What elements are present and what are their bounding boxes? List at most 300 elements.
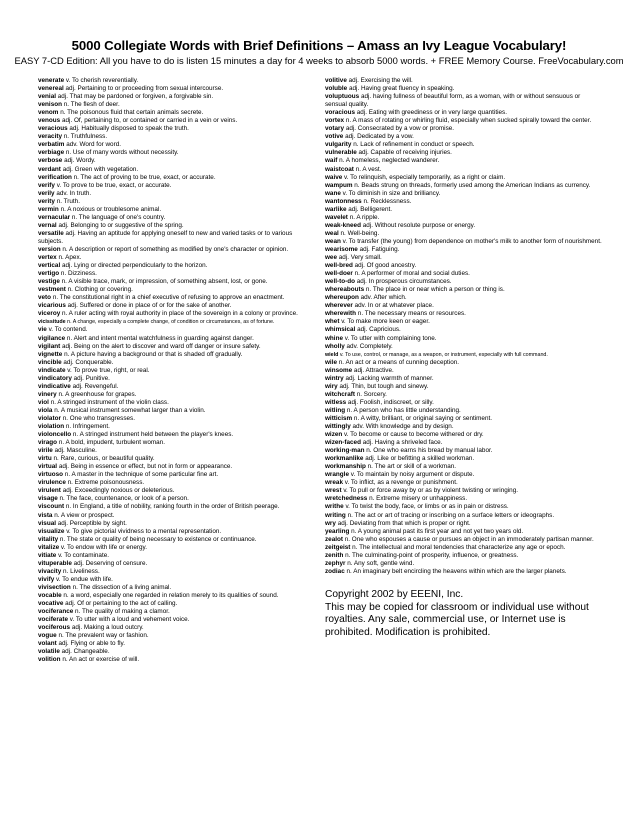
entry-definition: n. Extreme poisonousness.: [67, 479, 145, 487]
entry-definition: adj. Of or pertaining to the act of calling.: [65, 600, 178, 608]
entry-definition: adj. Like or befitting a skilled workman.: [365, 455, 475, 463]
entry-definition: adj. Fatiguing.: [359, 245, 400, 253]
entry-word: vocative: [38, 600, 64, 608]
entry-word: writhe: [325, 503, 344, 511]
entry-definition: n. a word, especially one regarded in relation merely to its qualities of sound.: [63, 592, 279, 599]
entry-word: verbatim: [38, 141, 65, 149]
entry-word: waistcoat: [325, 165, 354, 173]
entry-word: vernacular: [38, 213, 71, 221]
entry-definition: v. To relinquish, especially temporarily, as a right or claim.: [344, 173, 506, 181]
definition-entry: [325, 302, 603, 310]
definition-entry: [38, 286, 314, 294]
definition-entry: [325, 407, 603, 415]
definition-entry: [38, 222, 314, 230]
entry-definition: n. Truth.: [56, 197, 80, 205]
definition-entry: [38, 367, 314, 375]
entry-definition: adv. With knowledge and by design.: [352, 423, 454, 431]
entry-definition: n. A witty, brilliant, or original saying or sentiment.: [353, 414, 493, 422]
entry-definition: n. The intellectual and moral tendencies that characterize any age or epoch.: [352, 543, 566, 551]
definition-entry: [325, 512, 603, 520]
entry-word: votary: [325, 125, 345, 133]
entry-word: viola: [38, 406, 53, 414]
entry-definition: adj. Having great fluency in speaking.: [348, 85, 455, 93]
definition-entry: [38, 455, 314, 463]
definition-entry: [38, 495, 314, 503]
entry-word: voracious: [325, 109, 355, 117]
definition-entry: [325, 77, 603, 85]
entry-definition: n. An act or a means of cunning deception.: [338, 358, 460, 366]
entry-definition: adj. Punitive.: [73, 374, 110, 382]
entry-word: viscount: [38, 503, 65, 511]
entry-word: wean: [325, 237, 341, 245]
entry-word: virtu: [38, 455, 52, 463]
definition-entry: [38, 560, 314, 568]
entry-definition: v. To twist the body, face, or limbs or as in pain or distress.: [345, 503, 509, 511]
entry-word: vortex: [325, 117, 345, 125]
entry-definition: v. To diminish in size and brilliancy.: [342, 189, 441, 197]
entry-word: venereal: [38, 85, 64, 93]
entry-definition: n. A ruler acting with royal authority in place of the sovereign in a colony or province.: [61, 310, 298, 318]
entry-word: volatile: [38, 648, 60, 656]
entry-definition: adj. Foolish, indiscreet, or silly.: [347, 398, 434, 406]
definition-entry: [325, 359, 603, 367]
definition-entry: [325, 318, 603, 326]
entry-definition: adj. having fullness of beautiful form, as a woman, with or without sensuous or sensual quality.: [325, 93, 581, 109]
entry-definition: v. To become or cause to become withered or dry.: [344, 431, 484, 439]
entry-definition: n. A homeless, neglected wanderer.: [339, 157, 440, 165]
definition-entry: [38, 262, 314, 270]
entry-word: vestment: [38, 286, 66, 294]
definition-entry: [38, 640, 314, 648]
usage-terms: This may be copied for classroom or individual use without royalties. Any sale, commercial use, or Internet use is prohibited. Modification is prohibited.: [325, 601, 589, 638]
entry-word: versatile: [38, 229, 64, 237]
entry-definition: adj. Revengeful.: [72, 382, 119, 390]
entry-word: voluptuous: [325, 93, 360, 101]
definition-entry: [38, 479, 314, 487]
entry-word: vigilance: [38, 334, 66, 342]
entry-definition: n. A bold, impudent, turbulent woman.: [58, 439, 165, 447]
entry-word: whimsical: [325, 326, 356, 334]
definition-entry: [38, 254, 314, 262]
definition-entry: [38, 447, 314, 455]
entry-word: vicarious: [38, 302, 66, 310]
definition-entry: [38, 93, 314, 101]
definition-entry: [38, 182, 314, 190]
entry-word: zephyr: [325, 559, 346, 567]
entry-definition: n. Dizziness.: [60, 270, 97, 278]
entry-definition: adj. Habitually disposed to speak the truth.: [69, 125, 189, 133]
entry-word: wearisome: [325, 245, 358, 253]
entry-definition: adj. Belligerent.: [348, 205, 393, 213]
entry-word: wrest: [325, 487, 342, 495]
entry-definition: n. A mass of rotating or whirling fluid, especially when sucked spirally toward the center.: [345, 117, 592, 125]
entry-definition: n. A description or report of something as modified by one's character or opinion.: [62, 245, 289, 253]
entry-definition: adj. Green with vegetation.: [62, 165, 139, 173]
entry-definition: adj. Exceedingly noxious or deleterious.: [62, 487, 175, 495]
entry-definition: adj. Dedicated by a vow.: [345, 133, 414, 141]
entry-definition: n. The state or quality of being necessary to existence or continuance.: [59, 535, 257, 543]
definition-entry: [38, 246, 314, 254]
entry-word: vitality: [38, 535, 59, 543]
entry-definition: n. The dissection of a living animal.: [72, 583, 172, 591]
entry-word: visualize: [38, 527, 65, 535]
entry-definition: n. A vest.: [355, 165, 382, 173]
definition-entry: [38, 439, 314, 447]
entry-word: zealot: [325, 535, 343, 543]
entry-word: verily: [38, 189, 55, 197]
definition-entry: [38, 335, 314, 343]
entry-word: warlike: [325, 205, 347, 213]
definition-entry: [38, 318, 314, 326]
entry-word: vivacity: [38, 567, 62, 575]
entry-word: vitiate: [38, 551, 57, 559]
copyright-notice: [325, 589, 603, 639]
entry-word: waif: [325, 157, 338, 165]
entry-word: waive: [325, 173, 343, 181]
definition-entry: [325, 270, 603, 278]
entry-definition: adj. Attractive.: [353, 366, 394, 374]
entry-word: vista: [38, 511, 53, 519]
entry-definition: n. Any soft, gentle wind.: [347, 559, 415, 567]
entry-word: whereupon: [325, 294, 359, 302]
entry-word: whereabouts: [325, 286, 365, 294]
entry-word: violation: [38, 423, 65, 431]
definition-entry: [38, 592, 314, 600]
entry-definition: adj. Thin, but tough and sinewy.: [339, 382, 429, 390]
definition-entry: [38, 520, 314, 528]
definition-entry: [38, 166, 314, 174]
entry-word: wile: [325, 358, 337, 366]
entry-definition: n. A change, especially a complete change, of condition or circumstances, as of fortune.: [67, 319, 275, 326]
entry-definition: n. The act of proving to be true, exact, or accurate.: [73, 173, 216, 181]
entry-word: venerate: [38, 77, 65, 84]
definition-entry: [38, 528, 314, 536]
definition-entry: [325, 568, 603, 576]
entry-definition: v. To maintain by noisy argument or dispute.: [350, 471, 475, 479]
definition-entry: [38, 270, 314, 278]
definition-entry: [325, 133, 603, 141]
definition-entry: [325, 238, 603, 246]
definition-entry: [325, 503, 603, 511]
entry-word: verification: [38, 173, 72, 181]
entry-word: vignette: [38, 350, 63, 358]
entry-definition: adj. Having a shriveled face.: [362, 439, 443, 447]
entry-definition: n. Apex.: [58, 254, 82, 262]
entry-definition: n. Extreme misery or unhappiness.: [369, 495, 468, 503]
entry-definition: adj. Changeable.: [61, 648, 110, 656]
entry-word: weak-kneed: [325, 221, 361, 229]
entry-word: wholly: [325, 342, 345, 350]
entry-definition: n. The act or art of tracing or inscribing on a surface letters or ideographs.: [347, 511, 555, 519]
entry-definition: adj. Being on the alert to discover and ward off danger or insure safety.: [61, 342, 261, 350]
entry-word: wavelet: [325, 213, 348, 221]
entry-word: visage: [38, 495, 58, 503]
entry-word: yearling: [325, 527, 350, 535]
entry-definition: adj. Consecrated by a vow or promise.: [345, 125, 455, 133]
definition-entry: [38, 415, 314, 423]
definition-entry: [325, 528, 603, 536]
definition-entry: [38, 423, 314, 431]
copyright-line: Copyright 2002 by EEENI, Inc.: [325, 588, 464, 600]
entry-definition: n. Sorcery.: [356, 390, 387, 398]
definition-entry: [38, 648, 314, 656]
definition-entry: [325, 198, 603, 206]
entry-word: winsome: [325, 366, 353, 374]
entry-word: wreak: [325, 479, 343, 487]
definition-entry: [325, 399, 603, 407]
entry-definition: adj. Lying or directed perpendicularly to the horizon.: [61, 262, 208, 270]
entry-word: verdant: [38, 165, 61, 173]
entry-word: vitalize: [38, 543, 60, 551]
entry-definition: adj. Suffered or done in place of or for the sake of another.: [67, 302, 232, 310]
entry-definition: n. A greenhouse for grapes.: [58, 390, 137, 398]
definition-entry: [38, 544, 314, 552]
entry-word: wintry: [325, 374, 344, 382]
entry-word: vivify: [38, 575, 55, 583]
entry-definition: v. To use, control, or manage, as a weapon, or instrument, especially with full command.: [339, 351, 548, 358]
entry-word: well-bred: [325, 262, 353, 270]
definition-entry: [325, 343, 603, 351]
definition-entry: [325, 520, 603, 528]
entry-definition: n. One who espouses a cause or pursues an object in an immoderately partisan manner.: [344, 535, 594, 543]
definition-entry: [325, 230, 603, 238]
definition-entry: [38, 399, 314, 407]
entry-word: whine: [325, 334, 343, 342]
definition-entry: [38, 310, 314, 318]
entry-word: zeitgeist: [325, 543, 351, 551]
entry-definition: adj. Wordy.: [64, 157, 96, 165]
definition-entry: [325, 463, 603, 471]
definition-entry: [38, 109, 314, 117]
entry-definition: n. The quality of making a clamor.: [75, 608, 170, 616]
entry-word: vertex: [38, 254, 57, 262]
entry-word: zenith: [325, 551, 344, 559]
entry-definition: v. To endow with life or energy.: [60, 543, 147, 551]
definition-entry: [38, 608, 314, 616]
entry-definition: n. A person who has little understanding.: [346, 406, 461, 414]
entry-word: violator: [38, 414, 61, 422]
entry-definition: v. To contend.: [48, 326, 88, 334]
entry-definition: n. Clothing or covering.: [67, 286, 133, 294]
entry-word: veto: [38, 294, 52, 302]
right-column: [325, 77, 603, 639]
entry-word: well-doer: [325, 270, 353, 278]
entry-definition: adj. Deserving of censure.: [73, 559, 148, 567]
entry-definition: n. An act or exercise of will.: [62, 656, 140, 664]
entry-word: verity: [38, 197, 55, 205]
entry-definition: adj. Conquerable.: [63, 358, 114, 366]
definition-entry: [38, 600, 314, 608]
entry-word: version: [38, 245, 61, 253]
entry-definition: adj. That may be pardoned or forgiven, a forgivable sin.: [57, 93, 214, 101]
entry-word: wane: [325, 189, 341, 197]
definition-entry: [38, 133, 314, 141]
definition-entry: [325, 286, 603, 294]
right-column-entries: [325, 77, 603, 576]
definition-entry: [325, 182, 603, 190]
definition-entry: [325, 278, 603, 286]
entry-definition: n. The culminating-point of prosperity, influence, or greatness.: [345, 551, 519, 559]
entry-definition: adj. In prosperous circumstances.: [356, 278, 452, 286]
entry-definition: n. A stringed instrument of the violin class.: [50, 398, 169, 406]
entry-word: vinery: [38, 390, 57, 398]
entry-definition: v. To prove to be true, exact, or accurate.: [56, 181, 172, 189]
definition-entry: [38, 616, 314, 624]
entry-definition: n. Lack of refinement in conduct or speech.: [353, 141, 475, 149]
definition-entry: [325, 109, 603, 117]
entry-definition: adj. Of, pertaining to, or contained or carried in a vein or veins.: [61, 117, 238, 125]
entry-word: viceroy: [38, 310, 61, 318]
entry-word: wizen-faced: [325, 439, 361, 447]
entry-word: wittingly: [325, 423, 351, 431]
definition-entry: [38, 375, 314, 383]
definition-entry: [38, 141, 314, 149]
entry-word: violoncello: [38, 431, 72, 439]
definition-entry: [325, 294, 603, 302]
entry-word: verbose: [38, 157, 63, 165]
definition-entry: [325, 439, 603, 447]
entry-word: virulent: [38, 487, 61, 495]
entry-definition: n. A visible trace, mark, or impression, of something absent, lost, or gone.: [61, 278, 268, 286]
entry-word: wherever: [325, 302, 353, 310]
definition-entry: [325, 310, 603, 318]
entry-definition: n. The necessary means or resources.: [357, 310, 466, 318]
entry-definition: n. Beads strung on threads, formerly used among the American Indians as currency.: [354, 181, 591, 189]
entry-word: vogue: [38, 632, 57, 640]
entry-word: wherewith: [325, 310, 357, 318]
entry-word: working-man: [325, 447, 365, 455]
entry-word: witling: [325, 406, 346, 414]
definition-entry: [38, 190, 314, 198]
entry-definition: n. The flesh of deer.: [63, 101, 120, 109]
definition-entry: [325, 560, 603, 568]
entry-word: wrangle: [325, 471, 349, 479]
entry-word: wampum: [325, 181, 353, 189]
entry-word: virulence: [38, 479, 66, 487]
definition-entry: [38, 302, 314, 310]
entry-word: venom: [38, 109, 59, 117]
entry-definition: adv. Word for word.: [66, 141, 121, 149]
entry-word: wield: [325, 351, 339, 358]
entry-definition: n. The prevalent way or fashion.: [58, 632, 149, 640]
definition-entry: [38, 407, 314, 415]
entry-definition: n. The art or skill of a workman.: [367, 463, 457, 471]
entry-word: virile: [38, 447, 53, 455]
definition-entry: [325, 471, 603, 479]
entry-definition: n. The poisonous fluid that certain animals secrete.: [60, 109, 204, 117]
definition-entry: [38, 326, 314, 334]
definition-entry: [38, 230, 314, 246]
entry-definition: n. A picture having a background or that is shaded off gradually.: [64, 350, 243, 358]
entry-word: workmanlike: [325, 455, 364, 463]
entry-definition: adv. After which.: [360, 294, 407, 302]
entry-definition: adj. Flying or able to fly.: [58, 640, 125, 648]
entry-word: volant: [38, 640, 57, 648]
entry-word: vernal: [38, 221, 57, 229]
entry-word: vertigo: [38, 270, 60, 278]
definition-entry: [325, 487, 603, 495]
entry-word: wretchedness: [325, 495, 368, 503]
entry-word: votive: [325, 133, 344, 141]
entry-word: venial: [38, 93, 56, 101]
entry-word: vindicatory: [38, 374, 72, 382]
entry-word: witticism: [325, 414, 353, 422]
definition-entry: [38, 383, 314, 391]
entry-definition: adv. Completely.: [346, 342, 393, 350]
entry-definition: n. In England, a title of nobility, ranking fourth in the order of British peerage.: [65, 503, 280, 511]
entry-definition: n. A noxious or troublesome animal.: [60, 205, 162, 213]
definition-entry: [325, 190, 603, 198]
definition-entry: [325, 125, 603, 133]
entry-definition: n. The place in or near which a person or thing is.: [365, 286, 505, 294]
definition-entry: [38, 584, 314, 592]
entry-definition: n. Well-being.: [340, 229, 380, 237]
definition-entry: [325, 222, 603, 230]
entry-word: vindicative: [38, 382, 71, 390]
entry-definition: n. Truthfulness.: [63, 133, 108, 141]
definition-entry: [38, 431, 314, 439]
definition-entry: [325, 246, 603, 254]
definition-entry: [325, 375, 603, 383]
definition-entry: [38, 359, 314, 367]
definition-entry: [38, 512, 314, 520]
entry-word: wantonness: [325, 197, 362, 205]
entry-word: witchcraft: [325, 390, 355, 398]
definition-entry: [38, 174, 314, 182]
entry-definition: n. Infringement.: [65, 423, 110, 431]
definition-entry: [325, 174, 603, 182]
definition-entry: [325, 455, 603, 463]
entry-definition: adj. Belonging to or suggestive of the spring.: [58, 221, 184, 229]
definition-entry: [325, 254, 603, 262]
entry-word: volition: [38, 656, 61, 664]
entry-word: wee: [325, 254, 337, 262]
definition-entry: [38, 206, 314, 214]
entry-definition: adj. Making a loud outcry.: [71, 624, 144, 632]
entry-definition: n. A young animal past its first year and not yet two years old.: [351, 527, 524, 535]
definition-entry: [38, 278, 314, 286]
entry-word: venison: [38, 101, 62, 109]
entry-word: whet: [325, 318, 340, 326]
definition-entry: [38, 576, 314, 584]
definition-entry: [38, 624, 314, 632]
definition-entry: [38, 198, 314, 206]
definition-entry: [38, 463, 314, 471]
entry-word: vermin: [38, 205, 59, 213]
definition-entry: [325, 93, 603, 109]
definition-entry: [38, 568, 314, 576]
entry-word: well-to-do: [325, 278, 355, 286]
entry-definition: v. To prove true, right, or real.: [67, 366, 150, 374]
entry-definition: n. The constitutional right in a chief executive of refusing to approve an enactment.: [52, 294, 285, 302]
entry-definition: v. To give pictorial vividness to a mental representation.: [66, 527, 222, 535]
entry-definition: v. To utter with complaining tone.: [344, 334, 437, 342]
entry-word: zodiac: [325, 567, 345, 575]
definition-entry: [325, 552, 603, 560]
entry-definition: n. An imaginary belt encircling the heavens within which are the larger planets.: [346, 567, 567, 575]
entry-definition: adj. Pertaining to or proceeding from sexual intercourse.: [65, 85, 224, 93]
definition-entry: [38, 85, 314, 93]
entry-word: virtuoso: [38, 471, 64, 479]
definition-entry: [38, 125, 314, 133]
definition-entry: [38, 503, 314, 511]
entry-definition: v. To inflict, as a revenge or punishment.: [344, 479, 458, 487]
definition-entry: [38, 157, 314, 165]
definition-entry: [325, 423, 603, 431]
definition-entry: [325, 149, 603, 157]
entry-definition: v. To contaminate.: [58, 551, 110, 559]
entry-definition: n. One who earns his bread by manual labor.: [366, 447, 493, 455]
